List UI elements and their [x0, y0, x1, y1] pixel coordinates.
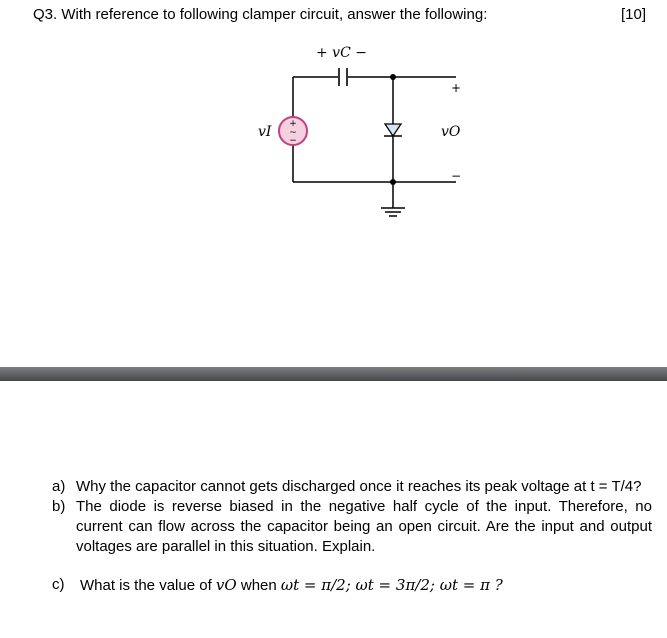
output-voltage-label: vO — [441, 124, 461, 140]
question-label: c) — [52, 576, 65, 593]
question-item-a — [52, 477, 652, 497]
question-item-b — [52, 497, 652, 557]
svg-text:+: + — [289, 119, 297, 129]
output-voltage-symbol: vO — [215, 576, 237, 594]
output-minus-sign: − — [451, 169, 462, 183]
capacitor-symbol — [339, 68, 347, 86]
question-marks: [10] — [621, 6, 647, 23]
junction-node-top — [390, 74, 396, 80]
svg-text:−: − — [289, 136, 297, 146]
junction-node-bottom — [390, 179, 396, 185]
input-voltage-label: vI — [258, 124, 272, 140]
ac-voltage-source — [279, 117, 307, 146]
question-label: b) — [52, 498, 66, 515]
question-text: Why the capacitor cannot gets discharged once it reaches its peak voltage at t = T/4? — [76, 478, 642, 495]
question-title: Q3. With reference to following clamper circuit, answer the following: — [33, 6, 488, 23]
question-text: The diode is reverse biased in the negative half cycle of the input. Therefore, no current can flow across the capacitor being an open circuit. Are the input and output voltages are parallel in this situation. Explain. — [76, 498, 652, 555]
capacitor-voltage-label: + vC − — [316, 45, 367, 61]
question-item-c — [52, 575, 652, 596]
question-list — [52, 477, 652, 596]
circuit-wires — [293, 77, 456, 208]
diode-symbol — [384, 124, 402, 136]
question-text: What is the value of vO when ωt = π/2; ωt = 3π/2; ωt = π ? — [80, 576, 503, 594]
phase-angle-expression: ωt = π/2; ωt = 3π/2; ωt = π ? — [280, 576, 503, 594]
page-divider-bar — [0, 367, 667, 381]
question-label: a) — [52, 478, 66, 495]
output-plus-sign: + — [451, 81, 462, 95]
clamper-circuit-diagram — [0, 0, 667, 240]
ground-symbol — [381, 208, 405, 216]
svg-text:~: ~ — [289, 128, 297, 138]
